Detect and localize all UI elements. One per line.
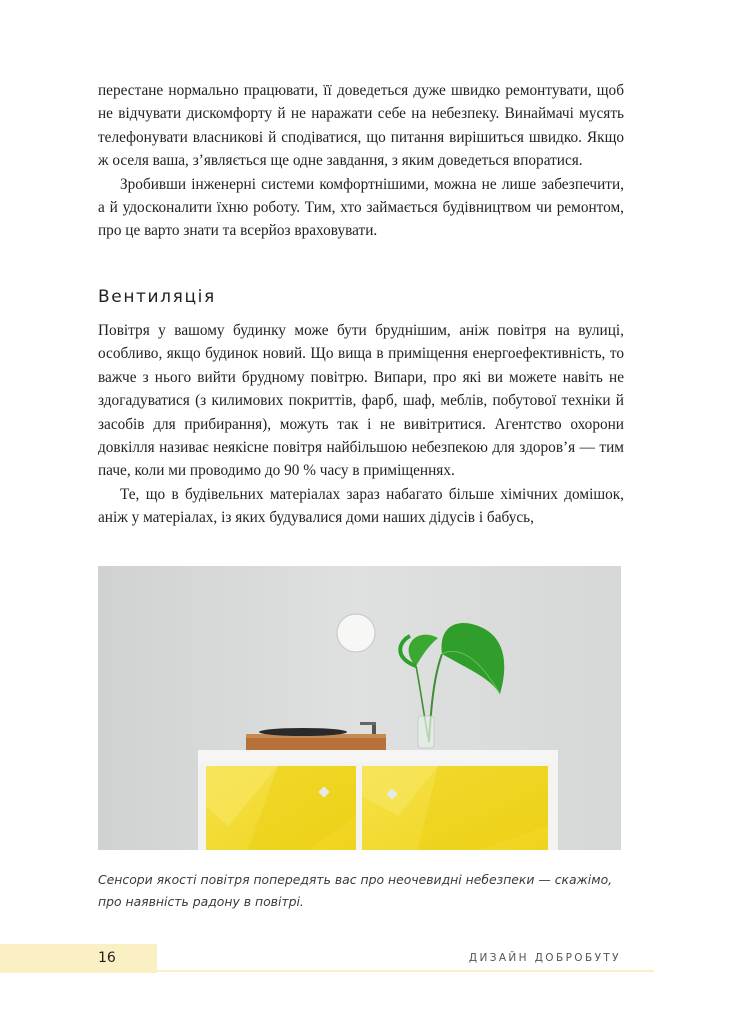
body-text-top — [98, 79, 624, 243]
interior-photo — [98, 566, 621, 850]
running-head: ДИЗАЙН ДОБРОБУТУ — [468, 952, 621, 964]
page-number: 16 — [98, 950, 116, 966]
photo-illustration — [98, 566, 621, 850]
footer-band — [0, 944, 157, 973]
cabinet-door-left — [206, 766, 356, 850]
air-sensor-icon — [337, 614, 375, 652]
cabinet-door-right — [362, 766, 548, 850]
body-text-section — [98, 319, 624, 530]
cabinet-top — [198, 750, 558, 762]
photo-caption: Сенсори якості повітря попередять вас про неочевидні небезпеки — скажімо, про наявність радону в повітрі. — [98, 872, 613, 909]
section-heading: Вентиляція — [98, 287, 216, 307]
paragraph: Зробивши інженерні системи комфортнішими, можна не лише забезпечити, а й удосконалити їхню роботу. Тим, хто займається будівництвом чи ремонтом, про це варто знати та всерйоз враховувати. — [98, 175, 624, 240]
paragraph: перестане нормально працювати, її доведеться дуже швидко ремонтувати, щоб не відчувати дискомфорту й не наражати себе на небезпеку. Винаймачі мусять телефонувати власникові й сподіватися, що питання вирішиться швидко. Якщо ж оселя ваша, з’являється ще одне завдання, з яким доведеться впоратися. — [98, 82, 624, 170]
paragraph: Повітря у вашому будинку може бути бруднішим, аніж повітря на вулиці, особливо, якщо будинок новий. Що вища в приміщення енергоефективність, то важче з нього вийти брудному повітрю. Випари, про які ви можете навіть не здогадуватися (з килимових покриттів, фарб, шаф, меблів, побутової техніки й засобів для прибирання), можуть так і не вивітритися. Агентство охорони довкілля називає неякісне повітря найбільшою небезпекою для здоров’я — тим паче, коли ми проводимо до 90 % часу в приміщеннях. — [98, 322, 624, 480]
paragraph: Те, що в будівельних матеріалах зараз набагато більше хімічних домішок, аніж у матеріалах, із яких будувалися доми наших дідусів і бабусь, — [98, 485, 624, 527]
footer-rule — [157, 970, 654, 972]
